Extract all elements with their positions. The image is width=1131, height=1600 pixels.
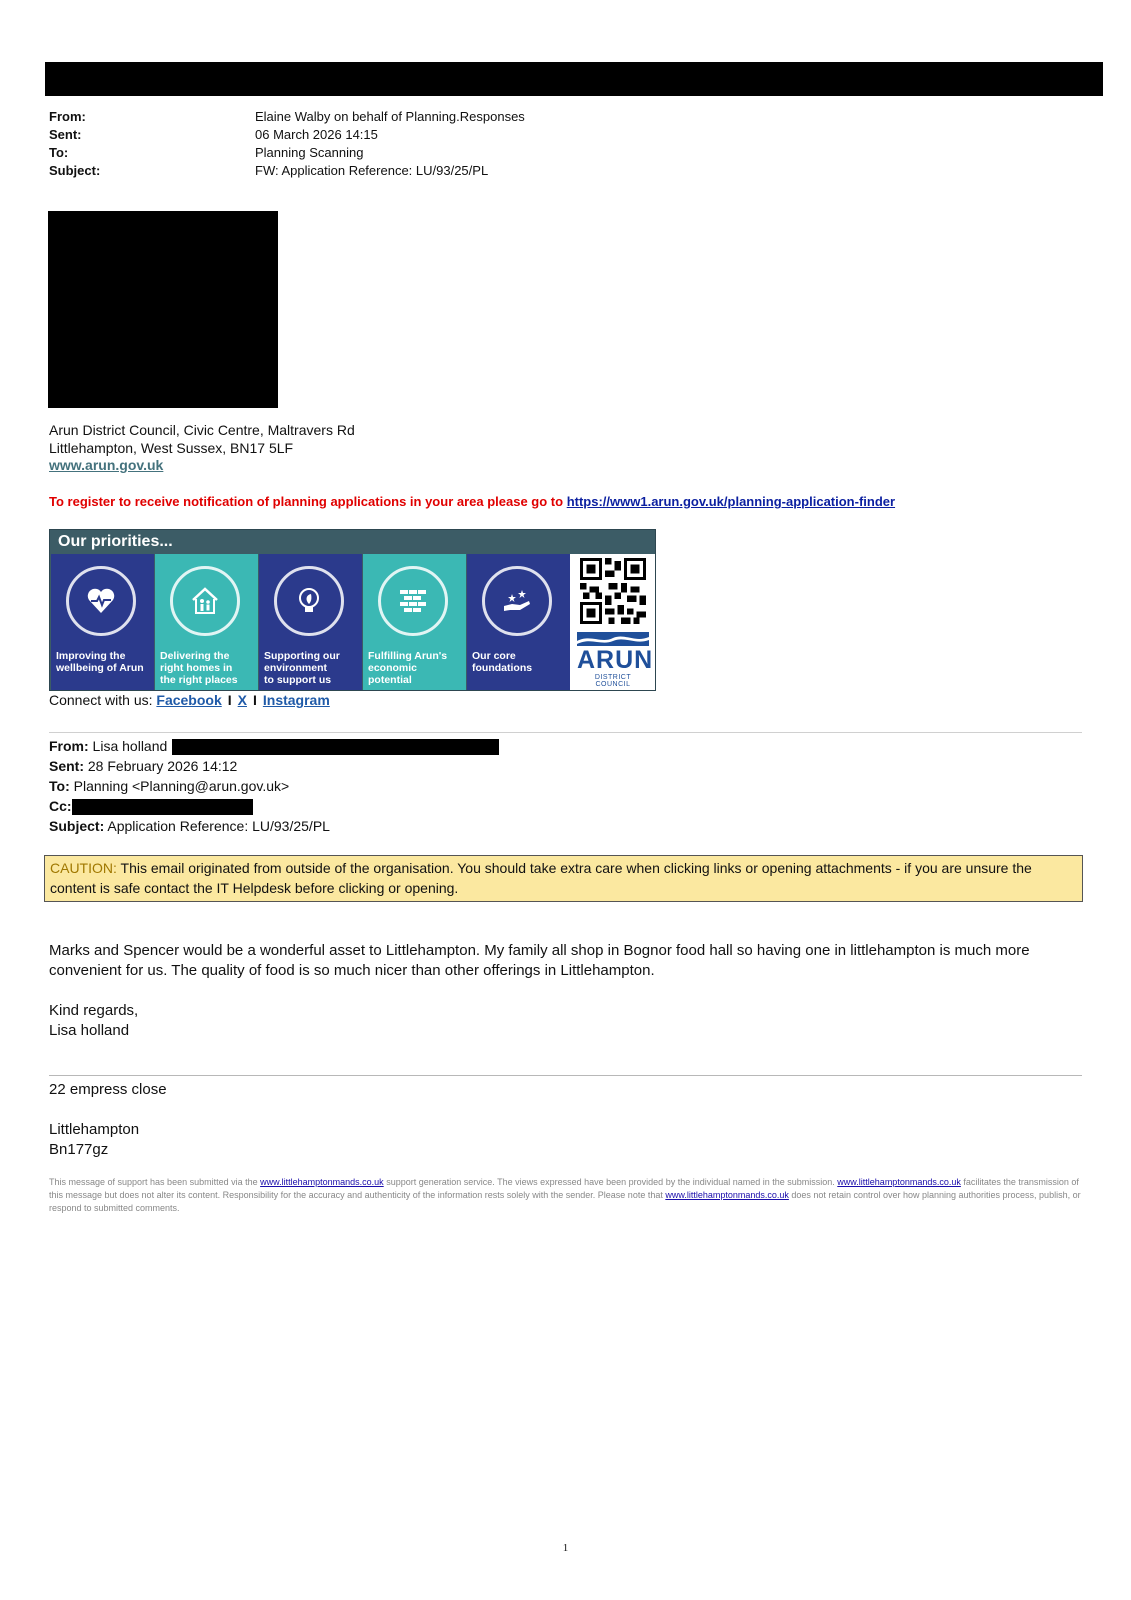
original-subject-row xyxy=(49,817,330,835)
header-subject-value: FW: Application Reference: LU/93/25/PL xyxy=(255,163,489,178)
redaction-cc xyxy=(72,799,253,815)
connect-with-us xyxy=(49,692,330,708)
lightbulb-leaf-icon xyxy=(294,586,324,616)
original-to-value: Planning <Planning@arun.gov.uk> xyxy=(69,778,290,794)
priority-icon-circle xyxy=(66,566,136,636)
original-sent-value: 28 February 2026 14:12 xyxy=(84,758,238,774)
x-link[interactable]: X xyxy=(237,692,247,708)
house-family-icon xyxy=(190,586,220,616)
priority-tile-economic xyxy=(363,554,466,690)
original-sent-row xyxy=(49,757,237,775)
planning-notification-notice xyxy=(49,494,895,509)
notice-text: To register to receive notification of planning applications in your area please go to xyxy=(49,494,567,509)
qr-code-icon xyxy=(580,558,646,624)
priority-icon-circle xyxy=(170,566,240,636)
connect-separator: I xyxy=(227,692,232,708)
disclaimer-part: facilitates the transmission of this message but does not alter its content. Responsibility for the accuracy and authenticity of the information rests solely with the sender. Please note that xyxy=(49,1177,1079,1200)
arun-logo-text: ARUN xyxy=(577,646,654,674)
page-number: 1 xyxy=(562,1542,569,1554)
connect-label: Connect with us: xyxy=(49,692,157,708)
header-to-value: Planning Scanning xyxy=(255,145,364,160)
signature-address-line1: Arun District Council, Civic Centre, Maltravers Rd xyxy=(49,422,355,438)
caution-label: CAUTION: xyxy=(50,860,117,876)
caution-banner xyxy=(44,855,1083,902)
priorities-banner xyxy=(49,529,656,691)
mands-link[interactable]: www.littlehamptonmands.co.uk xyxy=(260,1177,384,1187)
message-body: Marks and Spencer would be a wonderful asset to Littlehampton. My family all shop in Bognor food hall so having one in littlehampton is much more convenient for us. The quality of food is so much nicer than other offerings in Littlehampton. xyxy=(49,942,1030,979)
arun-logo xyxy=(577,632,654,688)
redacted-image-block xyxy=(48,211,278,408)
divider xyxy=(49,1075,1082,1076)
original-from-row xyxy=(49,737,167,755)
redaction-bar-top xyxy=(45,62,1103,96)
sender-address-line1: 22 empress close xyxy=(49,1081,167,1098)
priority-tile-wellbeing xyxy=(51,554,154,690)
instagram-link[interactable]: Instagram xyxy=(262,692,330,708)
original-to-row xyxy=(49,777,289,795)
priority-tile-environment xyxy=(259,554,362,690)
disclaimer-text xyxy=(49,1176,1089,1215)
priority-tile-homes xyxy=(155,554,258,690)
signature-address-line2: Littlehampton, West Sussex, BN17 5LF xyxy=(49,440,294,456)
disclaimer-part: This message of support has been submitted via the xyxy=(49,1177,261,1187)
original-cc-label: Cc: xyxy=(49,798,72,814)
priority-icon-circle xyxy=(274,566,344,636)
redaction-from-email xyxy=(172,739,499,755)
facebook-link[interactable]: Facebook xyxy=(156,692,222,708)
disclaimer-part: support generation service. The views expressed have been provided by the individual named in the submission. xyxy=(383,1177,838,1187)
header-sent-value: 06 March 2026 14:15 xyxy=(255,127,378,142)
priority-label-wellbeing: Improving the wellbeing of Arun xyxy=(56,650,144,674)
original-to-label: To: xyxy=(49,778,70,794)
header-to-label: To: xyxy=(49,145,69,160)
connect-separator: I xyxy=(252,692,257,708)
message-signoff: Kind regards, xyxy=(49,1002,139,1019)
priority-label-environment: Supporting our environment to support us xyxy=(264,650,340,686)
header-from-label: From: xyxy=(49,109,86,124)
disclaimer-part: does not retain control over how planning authorities process, publish, or respond to submitted comments. xyxy=(49,1190,1081,1213)
priority-label-homes: Delivering the right homes in the right places xyxy=(160,650,238,686)
caution-text: This email originated from outside of the organisation. You should take extra care when clicking links or opening attachments - if you are unsure the content is safe contact the IT Helpdesk before clicking or opening. xyxy=(50,860,1032,896)
planning-finder-link[interactable]: https://www1.arun.gov.uk/planning-application-finder xyxy=(566,494,896,509)
brick-wall-icon xyxy=(398,586,428,616)
council-website-link[interactable]: www.arun.gov.uk xyxy=(49,457,164,473)
mands-link[interactable]: www.littlehamptonmands.co.uk xyxy=(665,1190,789,1200)
arun-wave-icon xyxy=(577,632,649,646)
header-from-value: Elaine Walby on behalf of Planning.Responses xyxy=(255,109,525,124)
original-from-label: From: xyxy=(49,738,89,754)
hand-stars-icon xyxy=(502,586,532,616)
priority-label-foundations: Our core foundations xyxy=(472,650,533,674)
sender-postcode: Bn177gz xyxy=(49,1141,109,1158)
heart-icon xyxy=(86,586,116,616)
qr-logo-tile xyxy=(570,554,655,690)
original-subject-label: Subject: xyxy=(49,818,105,834)
header-sent-label: Sent: xyxy=(49,127,82,142)
sender-address-line2: Littlehampton xyxy=(49,1121,140,1138)
divider xyxy=(49,732,1082,733)
priority-label-economic: Fulfilling Arun's economic potential xyxy=(368,650,448,686)
priority-tile-foundations xyxy=(467,554,570,690)
header-subject-label: Subject: xyxy=(49,163,101,178)
original-cc-row xyxy=(49,797,72,815)
message-sender-name: Lisa holland xyxy=(49,1022,130,1039)
original-sent-label: Sent: xyxy=(49,758,84,774)
priority-icon-circle xyxy=(482,566,552,636)
original-from-value: Lisa holland xyxy=(88,738,168,754)
mands-link[interactable]: www.littlehamptonmands.co.uk xyxy=(837,1177,961,1187)
priority-icon-circle xyxy=(378,566,448,636)
arun-logo-subtext: DISTRICT COUNCIL xyxy=(594,674,632,688)
priorities-title: Our priorities... xyxy=(58,533,173,550)
original-subject-value: Application Reference: LU/93/25/PL xyxy=(104,818,330,834)
